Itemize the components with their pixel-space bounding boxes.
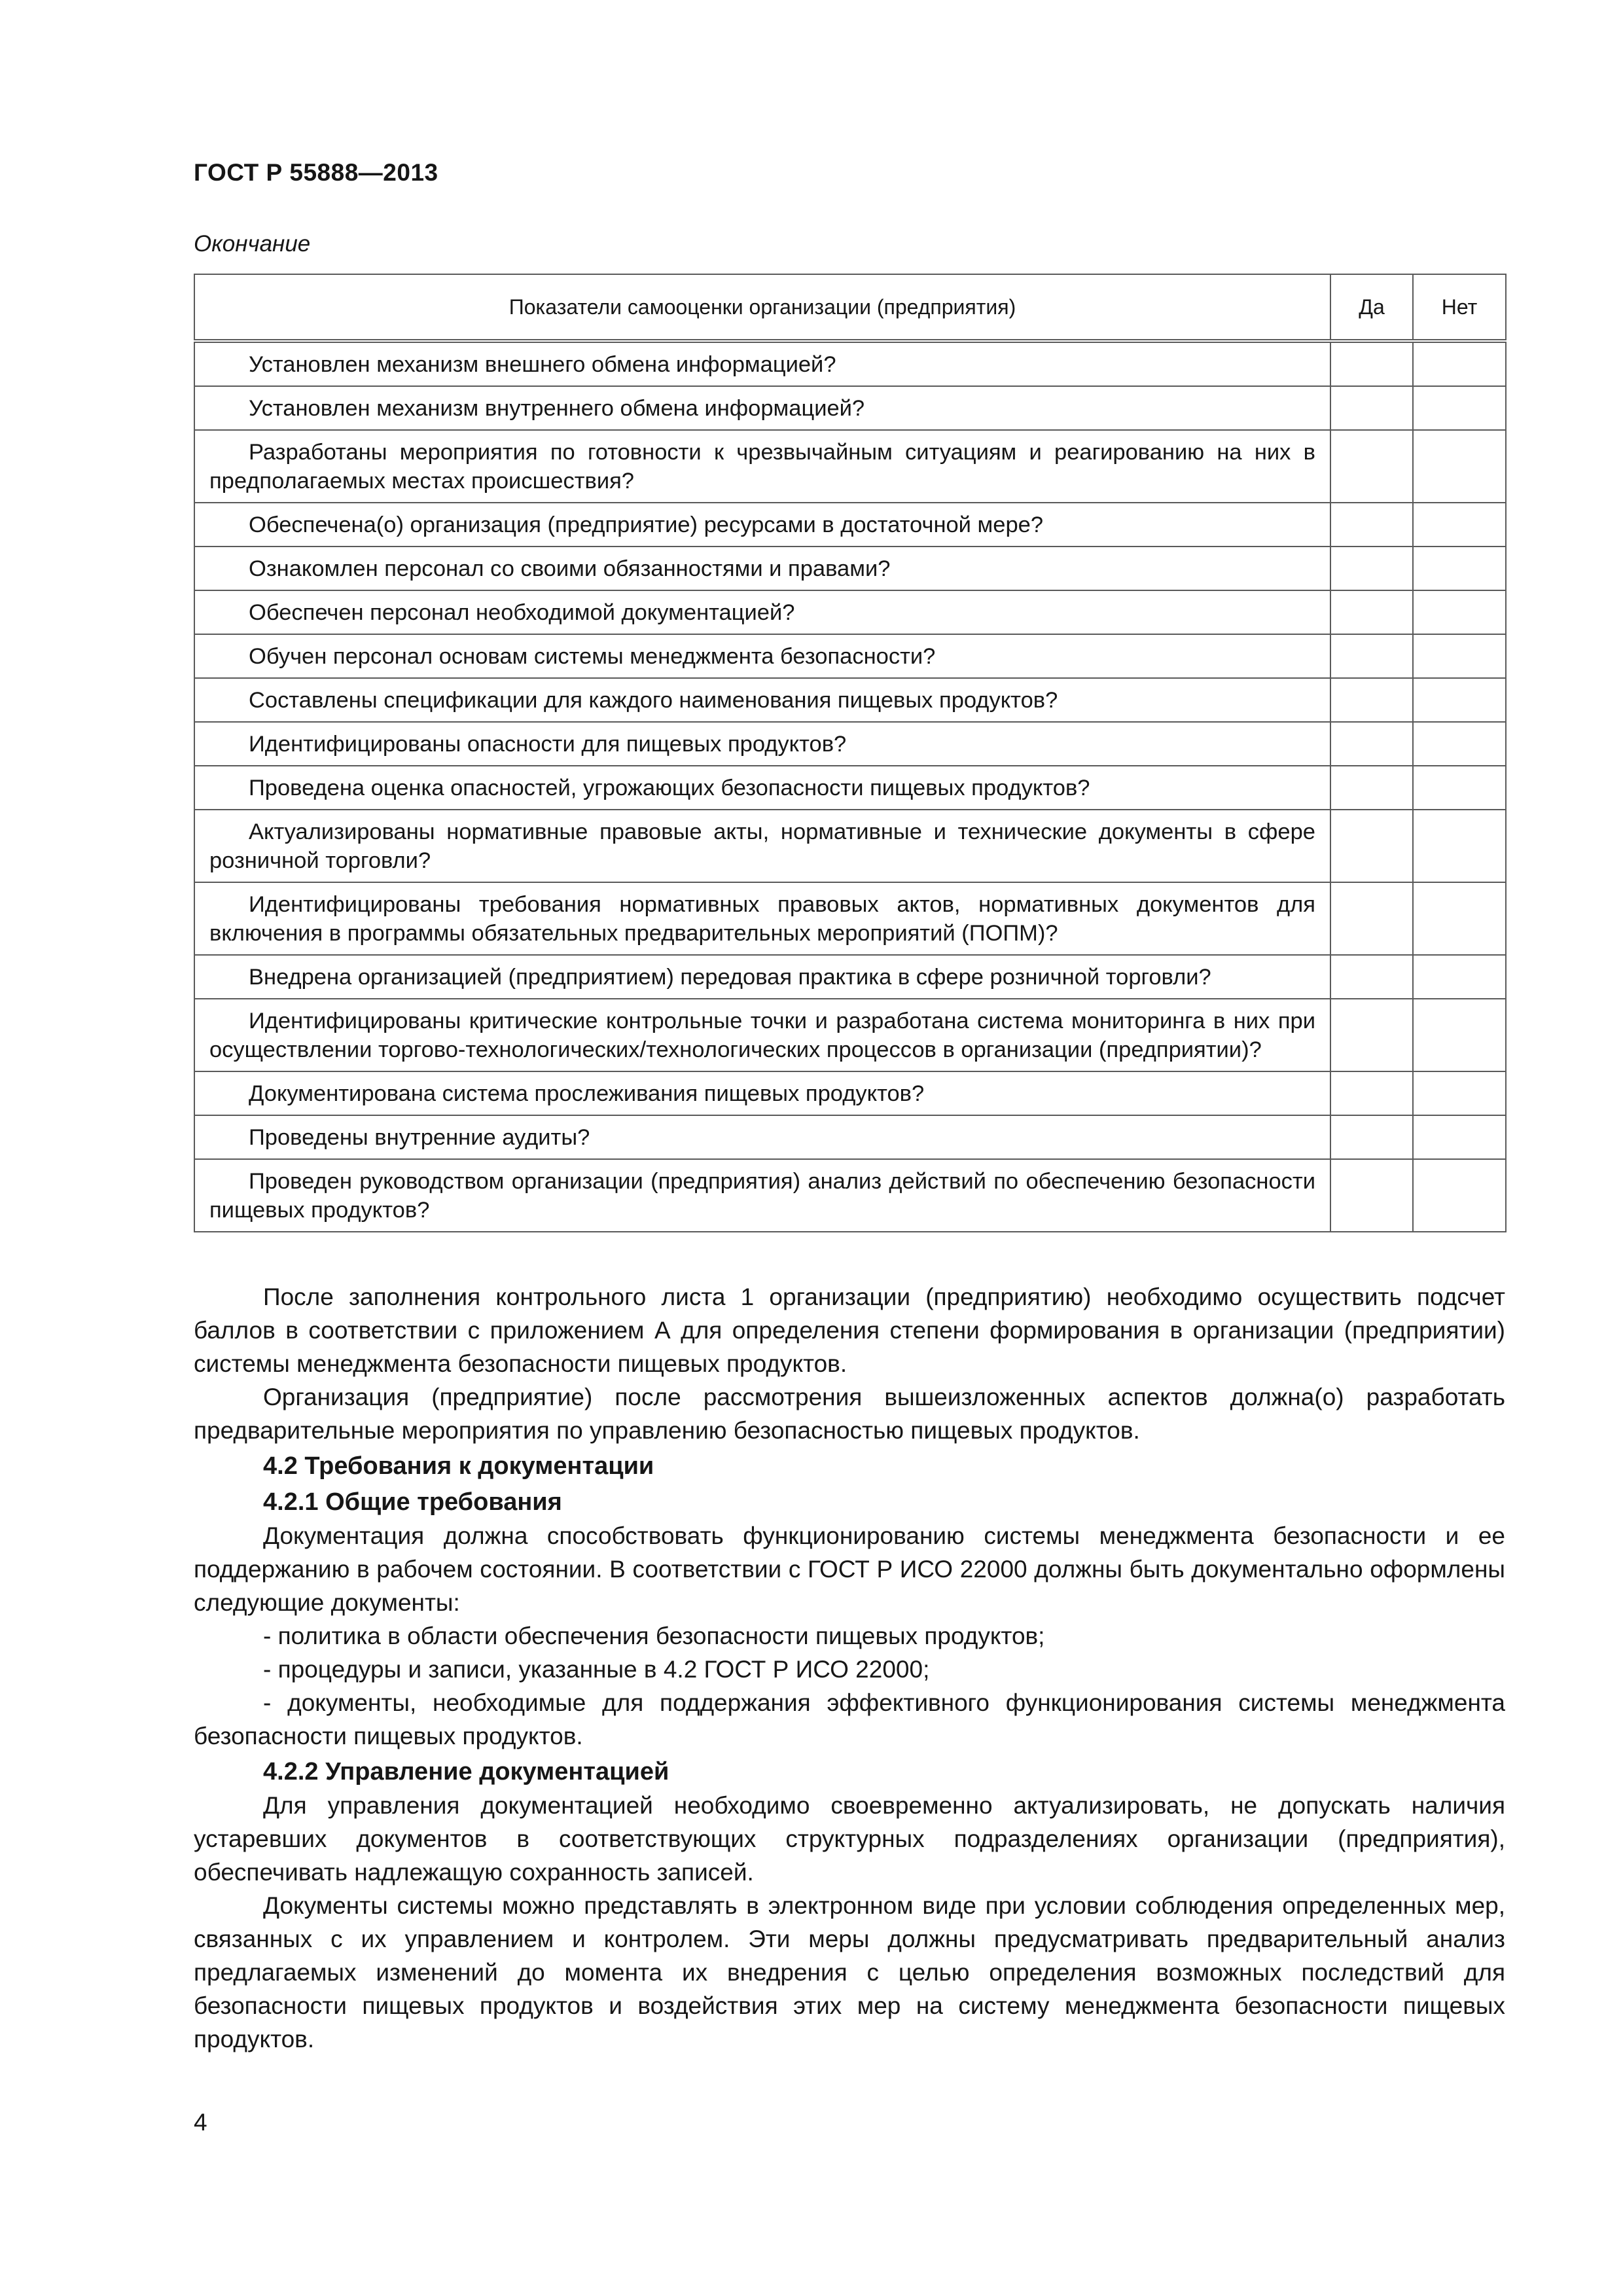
no-cell[interactable] xyxy=(1413,1071,1506,1115)
question-cell: Разработаны мероприятия по готовности к чрезвычайным ситуациям и реагированию на них в предполагаемых местах происшествия? xyxy=(194,430,1330,503)
no-cell[interactable] xyxy=(1413,503,1506,547)
no-cell[interactable] xyxy=(1413,1115,1506,1159)
yes-cell[interactable] xyxy=(1330,678,1413,722)
yes-cell[interactable] xyxy=(1330,1159,1413,1232)
table-row xyxy=(194,1115,1506,1159)
no-cell[interactable] xyxy=(1413,1159,1506,1232)
table-row xyxy=(194,590,1506,634)
question-cell: Идентифицированы опасности для пищевых продуктов? xyxy=(194,722,1330,766)
no-cell[interactable] xyxy=(1413,430,1506,503)
table-row xyxy=(194,766,1506,810)
list-item: - политика в области обеспечения безопасности пищевых продуктов; xyxy=(263,1623,1045,1649)
paragraph-documentation: Документация должна способствовать функционированию системы менеджмента безопасности и ее поддержанию в рабочем состоянии. В соответствии с ГОСТ Р ИСО 22000 должны быть документально оформлены следующие документы: xyxy=(194,1522,1505,1616)
table-row xyxy=(194,678,1506,722)
yes-cell[interactable] xyxy=(1330,590,1413,634)
table-caption: Окончание xyxy=(194,231,311,257)
table-row xyxy=(194,810,1506,882)
table-row xyxy=(194,341,1506,386)
yes-cell[interactable] xyxy=(1330,1115,1413,1159)
yes-cell[interactable] xyxy=(1330,882,1413,955)
document-code: ГОСТ Р 55888—2013 xyxy=(194,159,438,186)
table-row xyxy=(194,430,1506,503)
yes-cell[interactable] xyxy=(1330,341,1413,386)
no-cell[interactable] xyxy=(1413,590,1506,634)
no-cell[interactable] xyxy=(1413,547,1506,590)
yes-cell[interactable] xyxy=(1330,722,1413,766)
yes-cell[interactable] xyxy=(1330,1071,1413,1115)
no-cell[interactable] xyxy=(1413,341,1506,386)
question-cell: Документирована система прослеживания пищевых продуктов? xyxy=(194,1071,1330,1115)
section-heading-4-2-1: 4.2.1 Общие требования xyxy=(263,1488,562,1516)
yes-cell[interactable] xyxy=(1330,430,1413,503)
list-item: - документы, необходимые для поддержания эффективного функционирования системы менеджмента безопасности пищевых продуктов. xyxy=(194,1689,1505,1749)
yes-cell[interactable] xyxy=(1330,503,1413,547)
no-cell[interactable] xyxy=(1413,810,1506,882)
question-cell: Установлен механизм внешнего обмена информацией? xyxy=(194,341,1330,386)
question-cell: Обеспечен персонал необходимой документацией? xyxy=(194,590,1330,634)
no-cell[interactable] xyxy=(1413,634,1506,678)
paragraph-preliminary-measures: Организация (предприятие) после рассмотрения вышеизложенных аспектов должна(о) разработать предварительные мероприятия по управлению безопасностью пищевых продуктов. xyxy=(194,1384,1505,1444)
no-cell[interactable] xyxy=(1413,955,1506,999)
no-cell[interactable] xyxy=(1413,882,1506,955)
table-row xyxy=(194,722,1506,766)
paragraph-scoring: После заполнения контрольного листа 1 организации (предприятию) необходимо осуществить подсчет баллов в соответствии с приложением А для определения степени формирования в организации (предприятии) системы менеджмента безопасности пищевых продуктов. xyxy=(194,1283,1505,1377)
yes-cell[interactable] xyxy=(1330,547,1413,590)
table-row xyxy=(194,634,1506,678)
yes-cell[interactable] xyxy=(1330,999,1413,1071)
table-row xyxy=(194,503,1506,547)
question-cell: Проведен руководством организации (предприятия) анализ действий по обеспечению безопасности пищевых продуктов? xyxy=(194,1159,1330,1232)
self-assessment-table xyxy=(194,274,1507,1232)
column-header-yes: Да xyxy=(1330,274,1413,341)
yes-cell[interactable] xyxy=(1330,810,1413,882)
page-number: 4 xyxy=(194,2109,207,2136)
no-cell[interactable] xyxy=(1413,678,1506,722)
question-cell: Внедрена организацией (предприятием) передовая практика в сфере розничной торговли? xyxy=(194,955,1330,999)
no-cell[interactable] xyxy=(1413,766,1506,810)
question-cell: Составлены спецификации для каждого наименования пищевых продуктов? xyxy=(194,678,1330,722)
no-cell[interactable] xyxy=(1413,386,1506,430)
yes-cell[interactable] xyxy=(1330,955,1413,999)
table-row xyxy=(194,386,1506,430)
question-cell: Проведена оценка опасностей, угрожающих безопасности пищевых продуктов? xyxy=(194,766,1330,810)
paragraph-electronic-documents: Документы системы можно представлять в электронном виде при условии соблюдения определенных мер, связанных с их управлением и контролем. Эти меры должны предусматривать предварительный анализ предлагаемых изменений до момента их внедрения с целью определения возможных последствий для безопасности пищевых продуктов и воздействия этих мер на систему менеджмента безопасности пищевых продуктов. xyxy=(194,1892,1505,2053)
section-heading-4-2: 4.2 Требования к документации xyxy=(263,1452,654,1480)
question-cell: Установлен механизм внутреннего обмена информацией? xyxy=(194,386,1330,430)
yes-cell[interactable] xyxy=(1330,766,1413,810)
section-heading-4-2-2: 4.2.2 Управление документацией xyxy=(263,1758,669,1785)
table-row xyxy=(194,1159,1506,1232)
table-row xyxy=(194,999,1506,1071)
question-cell: Обучен персонал основам системы менеджмента безопасности? xyxy=(194,634,1330,678)
table-row xyxy=(194,955,1506,999)
paragraph-document-control: Для управления документацией необходимо своевременно актуализировать, не допускать наличия устаревших документов в соответствующих структурных подразделениях организации (предприятия), обеспечивать надлежащую сохранность записей. xyxy=(194,1792,1505,1886)
table-row xyxy=(194,1071,1506,1115)
question-cell: Обеспечена(о) организация (предприятие) ресурсами в достаточной мере? xyxy=(194,503,1330,547)
body-text xyxy=(194,1280,1505,2056)
question-cell: Идентифицированы требования нормативных правовых актов, нормативных документов для включения в программы обязательных предварительных мероприятий (ПОПМ)? xyxy=(194,882,1330,955)
question-cell: Идентифицированы критические контрольные точки и разработана система мониторинга в них при осуществлении торгово-технологических/технологических процессов в организации (предприятии)? xyxy=(194,999,1330,1071)
yes-cell[interactable] xyxy=(1330,634,1413,678)
table-header-row xyxy=(194,274,1506,341)
no-cell[interactable] xyxy=(1413,722,1506,766)
table-row xyxy=(194,547,1506,590)
question-cell: Проведены внутренние аудиты? xyxy=(194,1115,1330,1159)
column-header-indicators: Показатели самооценки организации (предприятия) xyxy=(194,274,1330,341)
table-row xyxy=(194,882,1506,955)
yes-cell[interactable] xyxy=(1330,386,1413,430)
question-cell: Ознакомлен персонал со своими обязанностями и правами? xyxy=(194,547,1330,590)
no-cell[interactable] xyxy=(1413,999,1506,1071)
column-header-no: Нет xyxy=(1413,274,1506,341)
question-cell: Актуализированы нормативные правовые акты, нормативные и технические документы в сфере розничной торговли? xyxy=(194,810,1330,882)
list-item: - процедуры и записи, указанные в 4.2 ГОСТ Р ИСО 22000; xyxy=(263,1656,930,1683)
